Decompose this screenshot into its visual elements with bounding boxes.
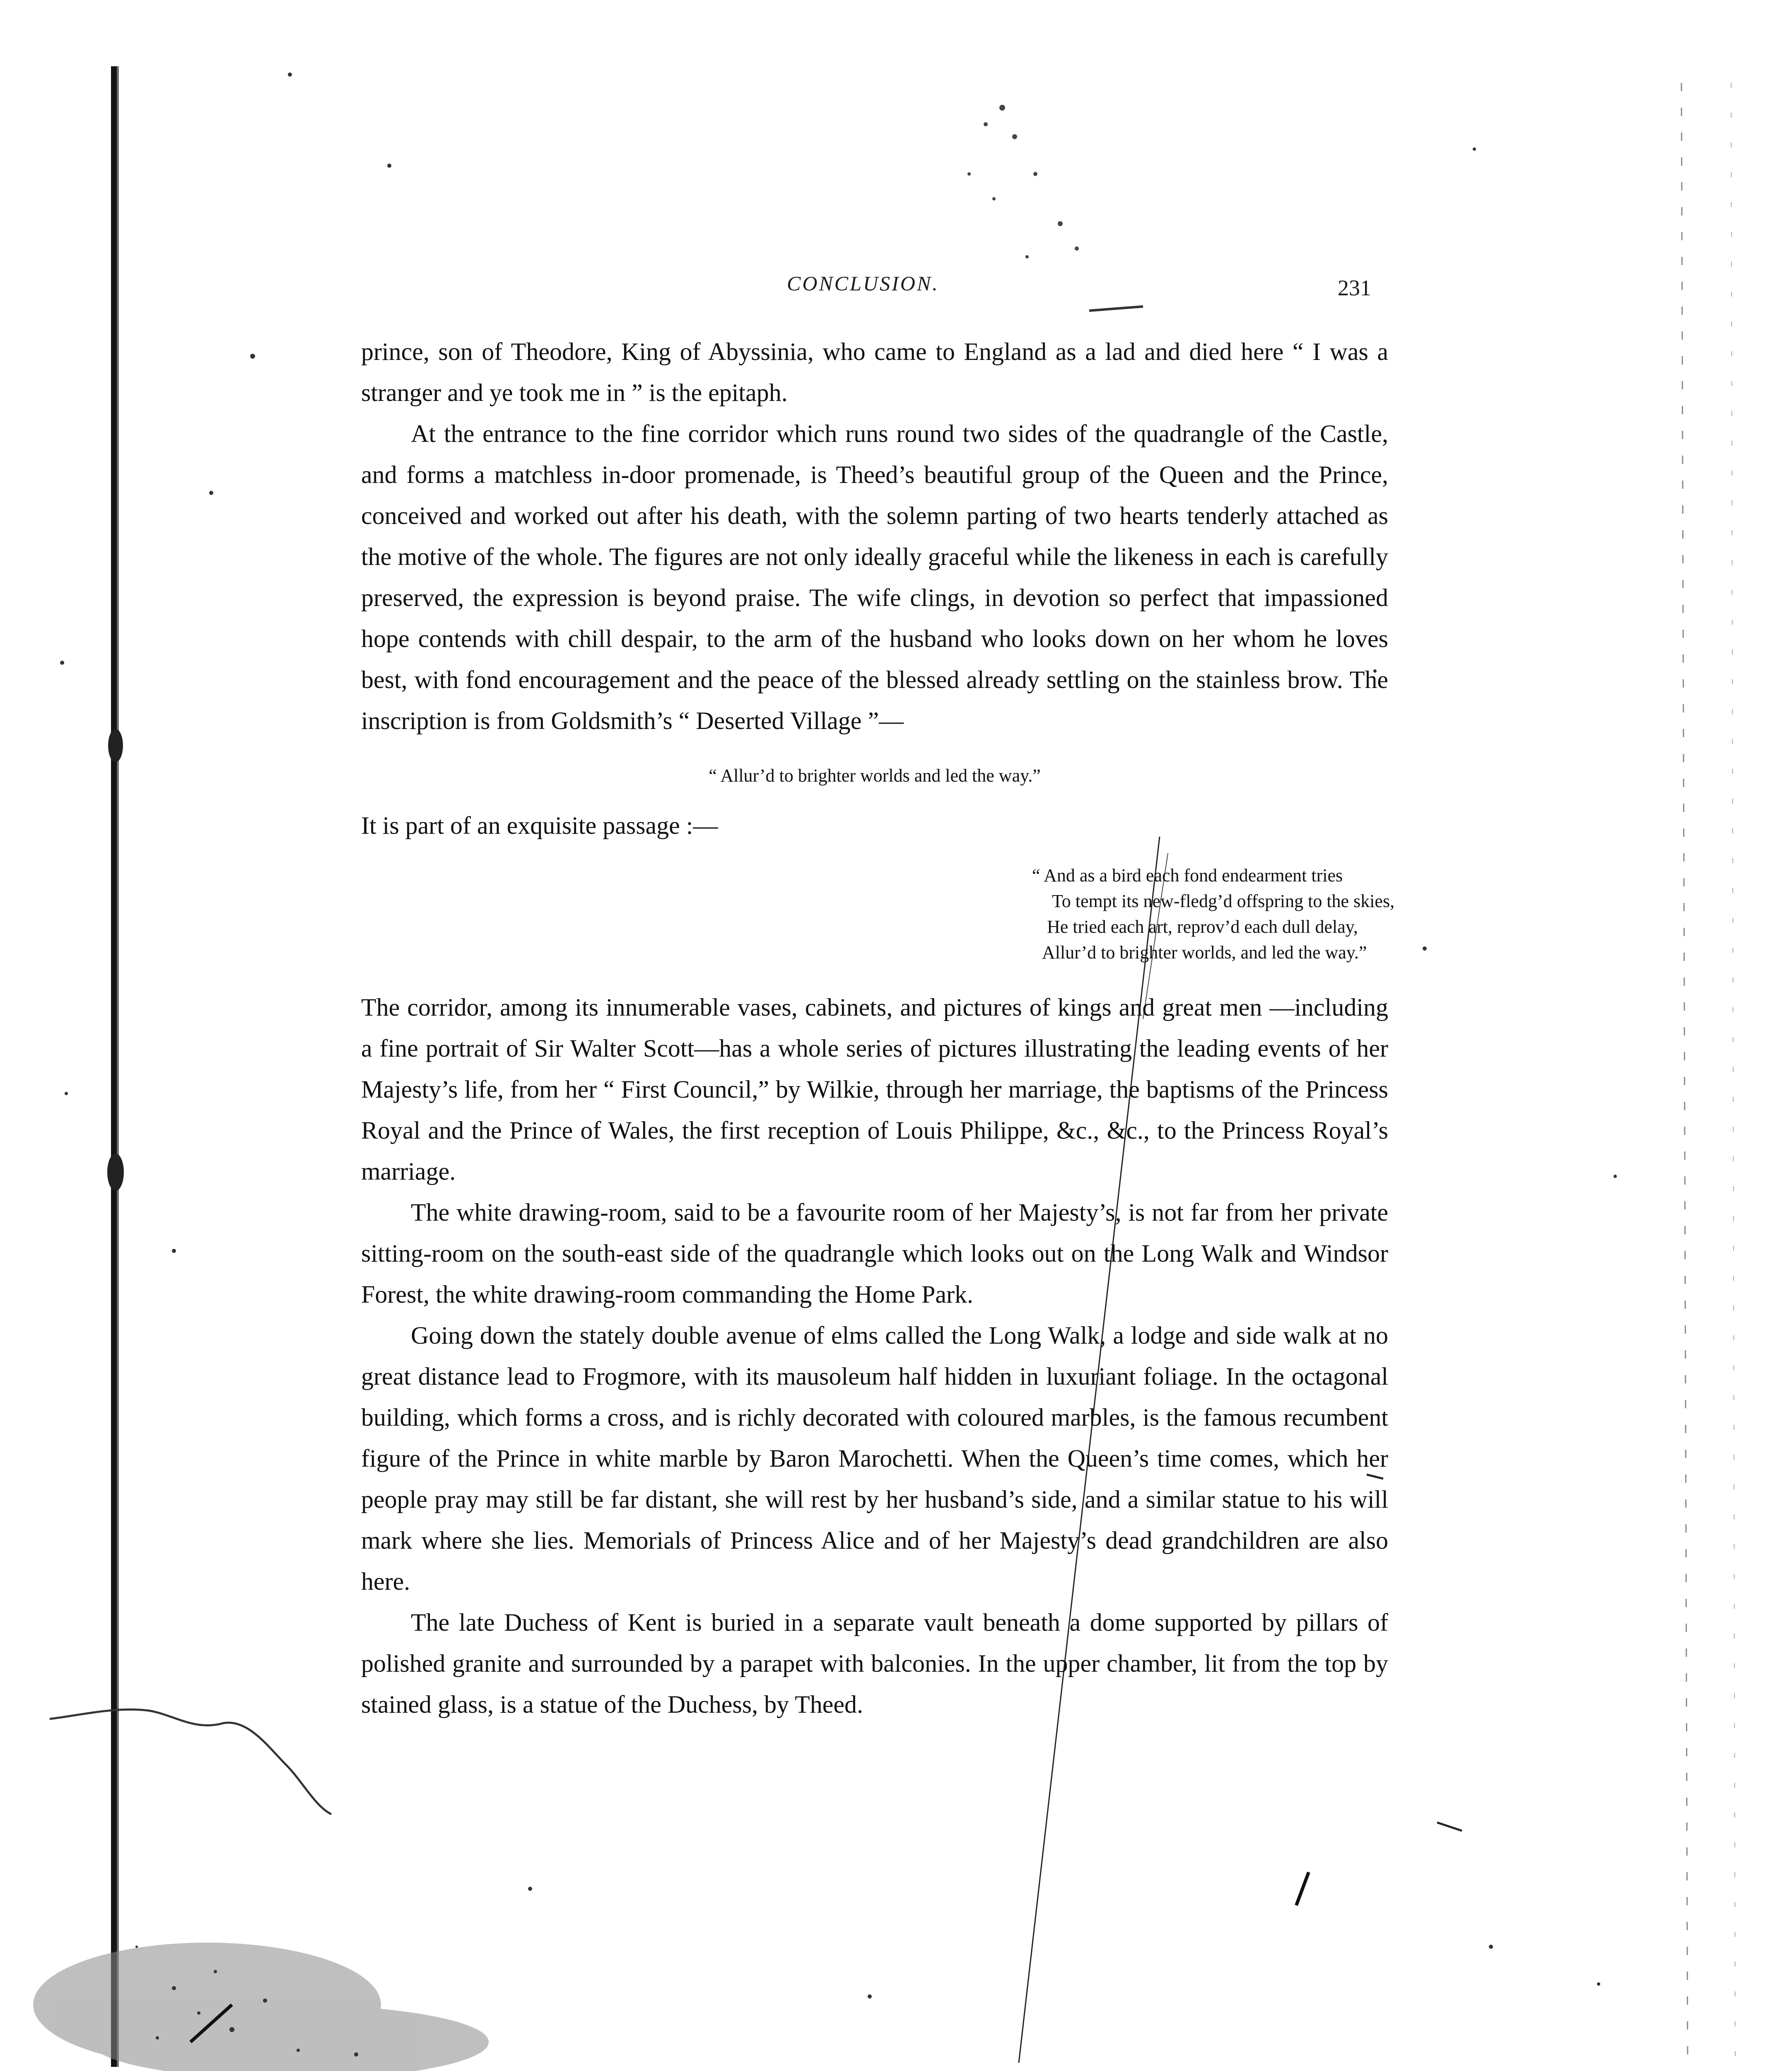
right-edge	[1681, 83, 1688, 2067]
margin-dash	[1437, 1822, 1462, 1831]
running-head: CONCLUSION.	[787, 272, 939, 295]
verse-line: He tried each art, reprov’d each dull delay,	[1047, 917, 1358, 937]
torn-edge	[50, 1709, 331, 1814]
block-quote: “ Allur’d to brighter worlds and led the way.”	[709, 765, 1041, 786]
verse-line: “ And as a bird each fond endearment tries	[1032, 865, 1343, 886]
top-smudge	[967, 105, 1079, 258]
body-text	[361, 331, 1395, 1725]
paragraph-4: The corridor, among its innumerable vases, cabinets, and pictures of kings and great men —including a fine portrait of Sir Walter Scott—has a whole series of pictures illustrating the leading events of her Majesty’s life, from her “ First Council,” by Wilkie, through her marriage, the baptisms of the Princess Royal and the Prince of Wales, the first reception of Louis Philippe, &c., &c., to the Princess Royal’s marriage.	[361, 994, 1388, 1185]
stroke-mark	[1296, 1872, 1309, 1905]
binding-blot	[108, 729, 123, 762]
page-number: 231	[1338, 275, 1371, 300]
verse-line: Allur’d to brighter worlds, and led the way.”	[1042, 942, 1367, 963]
verse-line: To tempt its new-fledg’d offspring to the skies,	[1052, 891, 1395, 911]
paragraph-7: The late Duchess of Kent is buried in a separate vault beneath a dome supported by pillars of polished granite and surrounded by a parapet with balconies. In the upper chamber, lit from the top by stained glass, is a statue of the Duchess, by Theed.	[361, 1609, 1388, 1718]
binding-blot	[107, 1154, 124, 1191]
header-smudge	[1089, 307, 1143, 311]
paragraph-5: The white drawing-room, said to be a favourite room of her Majesty’s, is not far from her private sitting-room on the south-east side of the quadrangle which looks out on the Long Walk and Windsor Forest, the white drawing-room commanding the Home Park.	[361, 1199, 1388, 1308]
binding-edge-line	[111, 66, 117, 2067]
verse-block	[1032, 863, 1395, 966]
corner-stain	[33, 1943, 489, 2071]
paragraph-3: It is part of an exquisite passage :—	[361, 812, 718, 839]
right-edge	[1731, 83, 1735, 2067]
paragraph-1: prince, son of Theodore, King of Abyssinia, who came to England as a lad and died here “ I was a stranger and ye took me in ” is the epitaph.	[361, 338, 1388, 406]
binding-edge-shadow	[117, 66, 119, 2067]
paragraph-6: Going down the stately double avenue of elms called the Long Walk, a lodge and side walk at no great distance lead to Frogmore, with its mausoleum half hidden in luxuriant foliage. In the octagonal building, which forms a cross, and is richly decorated with coloured marbles, is the famous recumbent figure of the Prince in white marble by Baron Marochetti. When the Queen’s time comes, which her people pray may still be far distant, she will rest by her husband’s side, and a similar statue to his will mark where she lies. Memorials of Princess Alice and of her Majesty’s dead grandchildren are also here.	[361, 1322, 1388, 1595]
paragraph-2: At the entrance to the fine corridor which runs round two sides of the quadrangle of the Castle, and forms a matchless in-door promenade, is Theed’s beautiful group of the Queen and the Prince, conceived and worked out after his death, with the solemn parting of two hearts tenderly attached as the motive of the whole. The figures are not only ideally graceful while the likeness in each is carefully preserved, the expression is beyond praise. The wife clings, in devotion so perfect that impassioned hope contends with chill despair, to the arm of the husband who looks down on her whom he loves best, with fond encouragement and the peace of the blessed already settling on the stainless brow. The inscription is from Goldsmith’s “ Deserted Village ”—	[361, 420, 1388, 734]
